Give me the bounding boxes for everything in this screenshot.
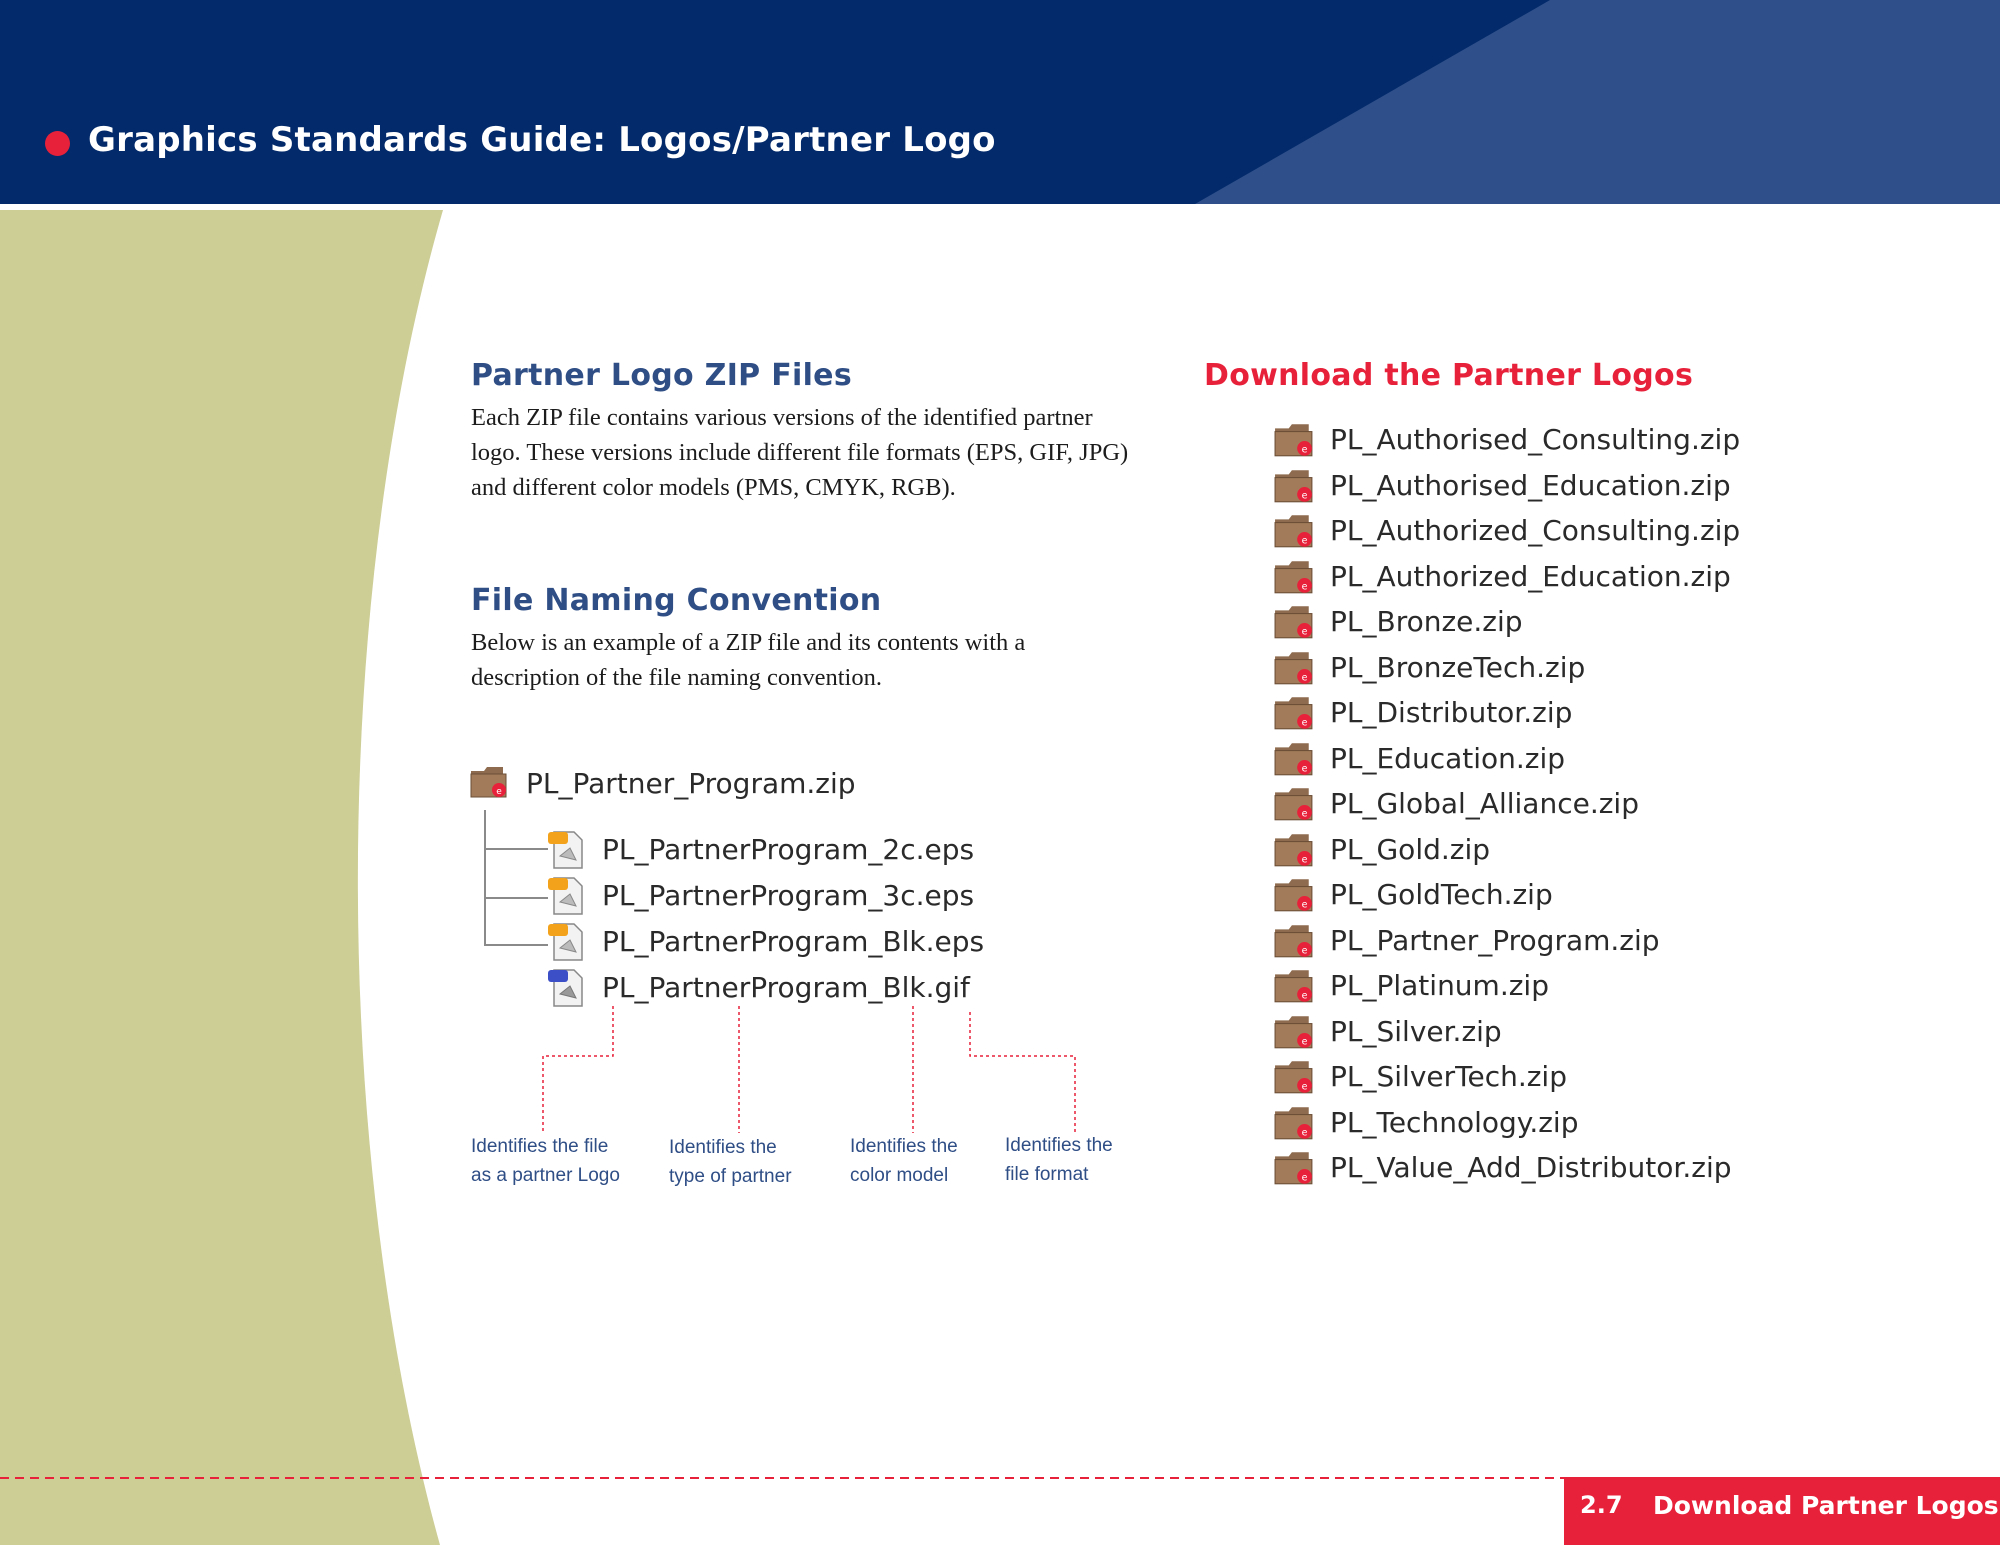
section-heading-naming: File Naming Convention (471, 583, 882, 618)
download-link[interactable] (1274, 557, 1794, 597)
pointer-4 (970, 1012, 1075, 1133)
zip-archive-icon (1274, 1150, 1314, 1186)
download-file-name: PL_Bronze.zip (1330, 605, 1523, 638)
page-header-title: Graphics Standards Guide: Logos/Partner Logo (88, 120, 996, 160)
download-link[interactable] (1274, 1103, 1794, 1143)
example-file-name: PL_PartnerProgram_Blk.eps (602, 925, 985, 958)
caption-line: as a partner Logo (471, 1165, 620, 1186)
caption-file-format (1005, 1131, 1113, 1189)
svg-text:e: e (1301, 808, 1308, 820)
download-file-name: PL_Authorized_Education.zip (1330, 559, 1731, 593)
download-link[interactable] (1274, 1012, 1794, 1052)
download-file-name: PL_Platinum.zip (1330, 969, 1549, 1002)
download-file-name: PL_SilverTech.zip (1330, 1060, 1567, 1093)
olive-swoosh (0, 210, 443, 1545)
zip-archive-icon (1274, 513, 1314, 549)
caption-line: Identifies the file (471, 1136, 609, 1157)
zip-archive-icon (1274, 695, 1314, 731)
download-file-name: PL_Authorised_Education.zip (1330, 468, 1731, 502)
caption-partner-logo (471, 1132, 620, 1190)
svg-text:e: e (1301, 1081, 1308, 1093)
gif-file-icon (546, 968, 586, 1008)
svg-text:e: e (1301, 1127, 1308, 1139)
download-file-name: PL_Distributor.zip (1330, 696, 1573, 729)
zip-archive-icon (1274, 923, 1314, 959)
example-file-name: PL_PartnerProgram_2c.eps (602, 833, 975, 866)
download-link[interactable] (1274, 784, 1794, 824)
download-file-name: PL_Value_Add_Distributor.zip (1330, 1151, 1732, 1184)
download-file-name: PL_Partner_Program.zip (1330, 923, 1660, 957)
header-bullet (45, 131, 70, 156)
eps-file-icon (546, 922, 586, 962)
caption-pointers (543, 1006, 1075, 1133)
download-link[interactable] (1274, 966, 1794, 1006)
zip-archive-icon (1274, 1059, 1314, 1095)
download-link[interactable] (1274, 466, 1794, 506)
svg-text:e: e (1301, 1036, 1308, 1048)
zip-archive-icon (1274, 968, 1314, 1004)
download-link[interactable] (1274, 648, 1794, 688)
section-body-zip-files: Each ZIP file contains various versions of the identified partner logo. These versions include different file formats (EPS, GIF, JPG) and different color models (PMS, CMYK, RGB). (471, 404, 1129, 501)
zip-archive-icon (1274, 604, 1314, 640)
zip-archive-icon (1274, 1014, 1314, 1050)
download-link[interactable] (1274, 830, 1794, 870)
caption-line: Identifies the (1005, 1135, 1113, 1156)
svg-text:e: e (496, 787, 502, 797)
caption-line: Identifies the (850, 1136, 958, 1157)
svg-text:e: e (1301, 581, 1308, 593)
zip-archive-icon (1274, 832, 1314, 868)
example-zip-name: PL_Partner_Program.zip (526, 767, 856, 800)
svg-text:e: e (1301, 626, 1308, 638)
eps-file-icon (546, 830, 586, 870)
download-link[interactable] (1274, 1057, 1794, 1097)
caption-line: type of partner (669, 1166, 792, 1187)
svg-text:e: e (1301, 444, 1308, 456)
zip-archive-icon (1274, 1105, 1314, 1141)
section-body-naming: Below is an example of a ZIP file and its contents with a description of the file naming convention. (471, 629, 1026, 691)
zip-archive-icon (1274, 786, 1314, 822)
download-file-name: PL_Global_Alliance.zip (1330, 787, 1639, 820)
section-heading-zip-files: Partner Logo ZIP Files (471, 358, 852, 393)
zip-archive-icon (1274, 468, 1314, 504)
download-file-name: PL_Technology.zip (1330, 1105, 1579, 1139)
eps-file-icon (546, 876, 586, 916)
caption-partner-type (669, 1133, 792, 1191)
zip-archive-icon (1274, 877, 1314, 913)
caption-color-model (850, 1132, 958, 1190)
zip-archive-icon (1274, 422, 1314, 458)
svg-text:e: e (1301, 763, 1308, 775)
download-file-name: PL_Silver.zip (1330, 1014, 1502, 1048)
svg-text:e: e (1301, 990, 1308, 1002)
download-file-name: PL_Authorised_Consulting.zip (1330, 423, 1741, 456)
download-file-name: PL_Gold.zip (1330, 832, 1491, 866)
caption-line: file format (1005, 1164, 1089, 1185)
download-link[interactable] (1274, 511, 1794, 551)
zip-archive-icon (1274, 650, 1314, 686)
download-link[interactable] (1274, 420, 1794, 460)
zip-archive-icon (470, 765, 508, 799)
download-heading: Download the Partner Logos (1204, 358, 1694, 393)
download-file-name: PL_BronzeTech.zip (1330, 650, 1586, 684)
caption-line: Identifies the (669, 1137, 777, 1158)
download-link[interactable] (1274, 1148, 1794, 1188)
svg-text:e: e (1301, 1172, 1308, 1184)
footer-section-label: Download Partner Logos (1653, 1491, 1999, 1520)
svg-text:e: e (1301, 899, 1308, 911)
download-link[interactable] (1274, 693, 1794, 733)
download-link[interactable] (1274, 602, 1794, 642)
svg-text:e: e (1301, 945, 1308, 957)
svg-text:e: e (1301, 717, 1308, 729)
download-link[interactable] (1274, 921, 1794, 961)
zip-archive-icon (1274, 741, 1314, 777)
svg-text:e: e (1301, 672, 1308, 684)
zip-archive-icon (1274, 559, 1314, 595)
download-file-name: PL_Authorized_Consulting.zip (1330, 514, 1741, 547)
caption-line: color model (850, 1165, 949, 1186)
footer-section-number: 2.7 (1580, 1491, 1623, 1519)
tree-connector (485, 810, 548, 946)
example-file-name: PL_PartnerProgram_Blk.gif (602, 971, 970, 1004)
svg-text:e: e (1301, 490, 1308, 502)
download-link[interactable] (1274, 875, 1794, 915)
example-file-name: PL_PartnerProgram_3c.eps (602, 879, 975, 912)
svg-text:e: e (1301, 854, 1308, 866)
download-file-name: PL_Education.zip (1330, 741, 1566, 775)
download-link[interactable] (1274, 739, 1794, 779)
download-file-name: PL_GoldTech.zip (1330, 878, 1553, 911)
pointer-1 (543, 1006, 613, 1133)
svg-text:e: e (1301, 535, 1308, 547)
